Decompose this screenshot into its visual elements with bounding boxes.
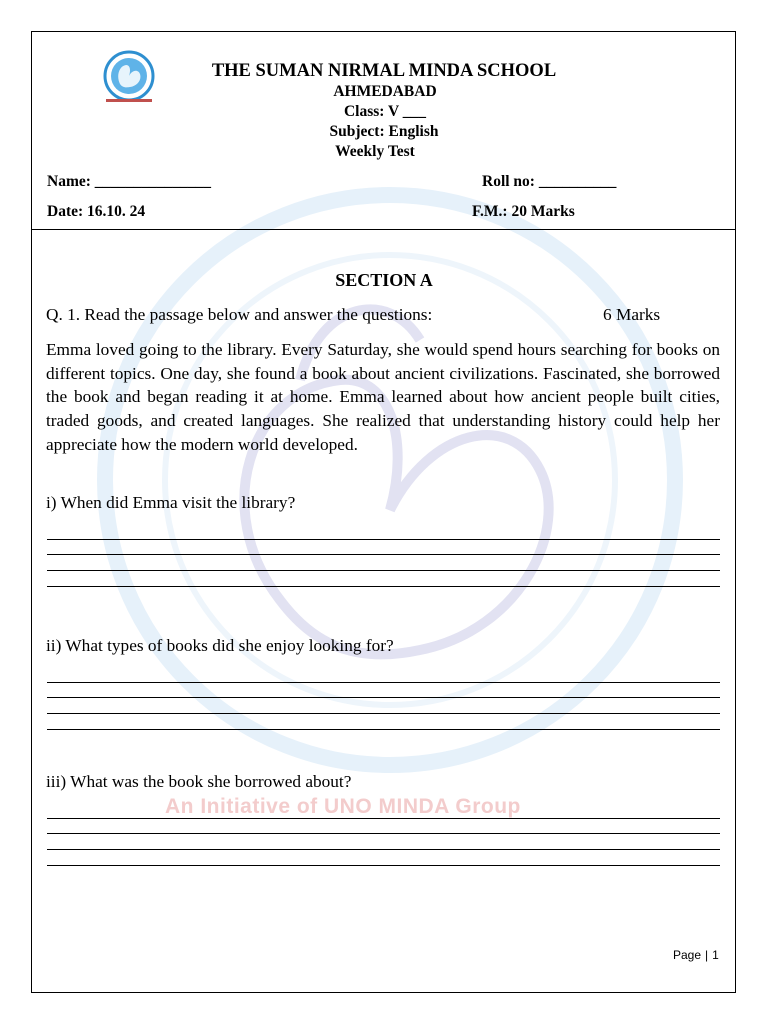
answer-line[interactable] [47,865,720,866]
school-name: THE SUMAN NIRMAL MINDA SCHOOL [211,61,557,81]
name-field[interactable]: Name: _______________ [47,173,212,190]
question-3: iii) What was the book she borrowed about? [46,772,352,791]
answer-line[interactable] [47,539,720,540]
test-type: Weekly Test [335,143,415,160]
answer-line[interactable] [47,833,720,834]
reading-passage: Emma loved going to the library. Every Saturday, she would spend hours searching for books on different topics. One day, she found a book about ancient civilizations. Fascinated, she borrowed the book and began reading it at home. Emma learned about how ancient people built cities, traded goods, and created languages. She realized that understanding history could help her appreciate how the modern world developed. [46,340,720,454]
class-line: Class: V ___ [343,103,427,120]
question-marks: 6 Marks [603,305,661,324]
answer-line[interactable] [47,586,720,587]
answer-line[interactable] [47,554,720,555]
watermark-tagline: An Initiative of UNO MINDA Group [165,795,521,818]
school-city: AHMEDABAD [333,83,437,100]
header-divider [31,229,736,230]
question-1: i) When did Emma visit the library? [46,493,296,512]
answer-line[interactable] [47,818,720,819]
date-field: Date: 16.10. 24 [47,203,146,220]
answer-line[interactable] [47,849,720,850]
answer-line[interactable] [47,729,720,730]
roll-no-field[interactable]: Roll no: __________ [482,173,617,190]
section-title: SECTION A [335,270,433,290]
full-marks-field: F.M.: 20 Marks [472,203,575,220]
page-separator: | [705,948,709,962]
answer-line[interactable] [47,713,720,714]
answer-line[interactable] [47,697,720,698]
page-number: 1 [712,948,719,962]
subject-line: Subject: English [329,123,439,140]
answer-line[interactable] [47,570,720,571]
answer-line[interactable] [47,682,720,683]
page-label: Page [673,948,702,962]
page-footer [673,948,719,962]
question-2: ii) What types of books did she enjoy looking for? [46,636,394,655]
question-prompt: Q. 1. Read the passage below and answer the questions: [46,305,433,324]
